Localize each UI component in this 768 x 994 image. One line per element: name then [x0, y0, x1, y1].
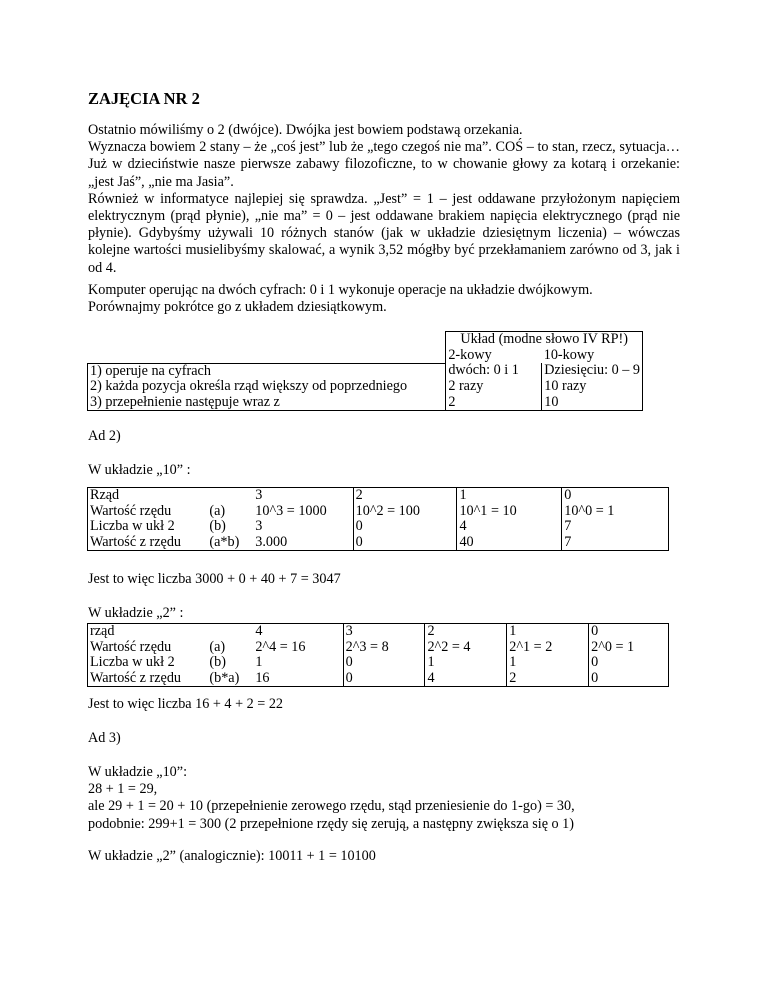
cell: 7: [562, 535, 669, 551]
cell: 1: [457, 488, 562, 504]
cell: 3.000: [253, 535, 353, 551]
row-marker: (a): [209, 502, 226, 519]
binary-overflow-example: W układzie „2” (analogicznie): 10011 + 1 = 10100: [88, 848, 376, 864]
decimal-heading: W układzie „10” :: [88, 462, 191, 478]
cell: 2^1 = 2: [507, 640, 589, 656]
cell: 10^0 = 1: [562, 504, 669, 520]
row-label: rząd: [88, 624, 208, 640]
overflow-line: podobnie: 299+1 = 300 (2 przepełnione rzędy się zerują, a następny zwiększa się o 1): [88, 815, 574, 832]
overflow-section: [88, 764, 688, 833]
decimal-table: [87, 487, 669, 551]
compare-line: Porównajmy pokrótce go z układem dziesiątkowym.: [88, 299, 387, 316]
overflow-line: ale 29 + 1 = 20 + 10 (przepełnienie zerowego rzędu, stąd przeniesienie do 1-go) = 30,: [88, 798, 575, 815]
cell: 7: [562, 519, 669, 535]
col-header-binary: 2-kowy: [446, 348, 542, 364]
cell: 2^3 = 8: [343, 640, 425, 656]
comparison-cell: 2: [446, 395, 542, 411]
intro-paragraph: Wyznacza bowiem 2 stany – że „coś jest” lub że „tego czegoś nie ma”. COŚ – to stan, rzecz, sytuacja… Już w dzieciństwie nasze pierwsze zabawy filozoficzne, to w chowanie głowy za kotarą i orzekanie: „jest Jaś”, „nie ma Jasia”.: [88, 139, 680, 190]
row-marker: (b): [209, 654, 226, 670]
cell: 0: [353, 535, 457, 551]
cell: 2: [507, 671, 589, 687]
cell: 10^3 = 1000: [253, 504, 353, 520]
row-marker: [207, 624, 253, 640]
cell: 0: [353, 519, 457, 535]
intro-paragraph: Również w informatyce najlepiej się sprawdza. „Jest” = 1 – jest oddawane przyłożonym napięciem elektrycznym (prąd płynie), „nie ma” = 0 – jest oddawane brakiem napięcia elektrycznego (prąd nie płynie). Gdybyśmy używali 10 różnych stanów (jak w układzie dziesiętnym liczenia) – wówczas kolejne wartości musielibyśmy skalować, a wynik 3,52 mógłby być przekłamaniem zarówno od 3, jak i od 4.: [88, 190, 680, 276]
binary-result: Jest to więc liczba 16 + 4 + 2 = 22: [88, 696, 284, 712]
ad3-heading: Ad 3): [88, 730, 121, 746]
cell: 3: [253, 519, 353, 535]
overflow-line: 28 + 1 = 29,: [88, 781, 158, 798]
cell: 2: [425, 624, 507, 640]
row-marker: (a): [209, 638, 226, 655]
comparison-header: Układ (modne słowo IV RP!): [446, 332, 643, 348]
intro-paragraph: Ostatnio mówiliśmy o 2 (dwójce). Dwójka jest bowiem podstawą orzekania.: [88, 122, 523, 138]
cell: 1: [253, 655, 343, 671]
cell: 3: [253, 488, 353, 504]
col-header-decimal: 10-kowy: [542, 348, 643, 364]
decimal-result: Jest to więc liczba 3000 + 0 + 40 + 7 = 3047: [88, 571, 341, 587]
binary-table: [87, 623, 669, 687]
cell: 40: [457, 535, 562, 551]
binary-heading: W układzie „2” :: [88, 605, 184, 621]
row-label: Wartość z rzędu: [88, 535, 208, 551]
comparison-cell: Dziesięciu: 0 – 9: [542, 363, 643, 379]
cell: 0: [562, 488, 669, 504]
row-label: Liczba w ukł 2: [88, 519, 208, 535]
cell: 0: [343, 671, 425, 687]
cell: 2^4 = 16: [253, 640, 343, 656]
cell: 3: [343, 624, 425, 640]
cell: 4: [457, 519, 562, 535]
compare-line: Komputer operując na dwóch cyfrach: 0 i 1 wykonuje operacje na układzie dwójkowym.: [88, 282, 593, 298]
cell: 0: [589, 624, 669, 640]
comparison-cell: 10 razy: [542, 379, 643, 395]
cell: 2^2 = 4: [425, 640, 507, 656]
row-marker: [207, 488, 253, 504]
ad2-heading: Ad 2): [88, 428, 121, 444]
row-marker: (a*b): [207, 535, 253, 551]
cell: 0: [343, 655, 425, 671]
comparison-cell: dwóch: 0 i 1: [446, 363, 542, 379]
comparison-row-label: 1) operuje na cyfrach: [88, 363, 446, 379]
row-label: Wartość rzędu: [88, 504, 208, 520]
cell: 2^0 = 1: [589, 640, 669, 656]
cell: 2: [353, 488, 457, 504]
comparison-cell: 10: [542, 395, 643, 411]
comparison-table: [87, 331, 643, 411]
cell: 16: [253, 671, 343, 687]
row-marker: (b*a): [207, 671, 253, 687]
cell: 10^2 = 100: [353, 504, 457, 520]
comparison-row-label: 2) każda pozycja określa rząd większy od poprzedniego: [88, 379, 446, 395]
cell: 1: [507, 624, 589, 640]
row-label: Rząd: [88, 488, 208, 504]
comparison-row-label: 3) przepełnienie następuje wraz z: [88, 395, 446, 411]
cell: 1: [507, 655, 589, 671]
overflow-line: W układzie „10”:: [88, 764, 188, 780]
cell: 0: [589, 655, 669, 671]
page-title: ZAJĘCIA NR 2: [88, 89, 200, 108]
cell: 0: [589, 671, 669, 687]
cell: 10^1 = 10: [457, 504, 562, 520]
compare-intro: [88, 282, 680, 316]
row-label: Wartość rzędu: [88, 640, 208, 656]
row-marker: (b): [209, 518, 226, 534]
comparison-cell: 2 razy: [446, 379, 542, 395]
row-label: Wartość z rzędu: [88, 671, 208, 687]
row-label: Liczba w ukł 2: [88, 655, 208, 671]
cell: 4: [425, 671, 507, 687]
cell: 4: [253, 624, 343, 640]
cell: 1: [425, 655, 507, 671]
intro-section: [88, 122, 680, 277]
